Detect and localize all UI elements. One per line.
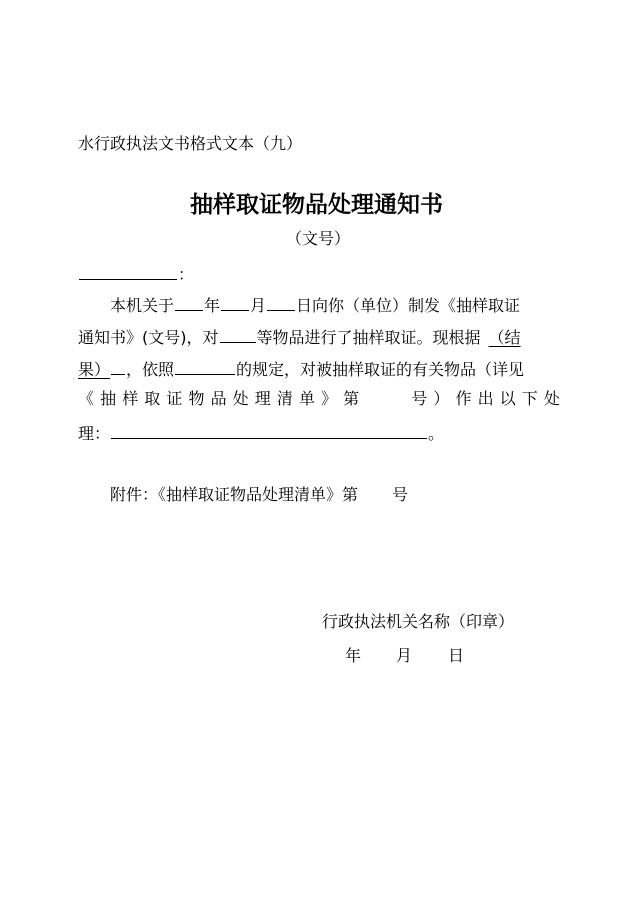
sign-year: 年 (345, 646, 362, 665)
disposal-blank (111, 423, 427, 439)
attachment-line (110, 487, 408, 503)
attachment-suffix: 号 (392, 485, 409, 504)
l4-char: 作 (455, 389, 472, 408)
l4-char: 出 (477, 389, 494, 408)
recipient-colon: ： (178, 265, 195, 284)
items-blank (220, 327, 256, 343)
recipient-blank (79, 264, 177, 280)
body-line-1 (110, 295, 520, 314)
l4-char: 清 (276, 389, 293, 408)
body-l5-a: 理： (78, 424, 111, 443)
l4-char: 处 (543, 389, 560, 408)
l4-char: 下 (521, 389, 538, 408)
regulation-blank (175, 359, 235, 375)
l4-char: 《 (78, 389, 95, 408)
l4-char: 处 (232, 389, 249, 408)
year-blank (175, 295, 203, 311)
body-l3-result: 果） (78, 360, 111, 379)
l4-char: 物 (188, 389, 205, 408)
l4-char: 单 (298, 389, 315, 408)
header-line: 水行政执法文书格式文本（九） (78, 134, 303, 153)
body-l2-a: 通知书》(文号)，对 (78, 328, 219, 347)
body-l3-b: 的规定，对被抽样取证的有关物品（详见 (236, 360, 525, 379)
body-l1-b: 日向你（单位）制发《抽样取证 (296, 296, 521, 315)
agency-seal: 行政执法机关名称（印章） (322, 612, 515, 631)
body-l2-result: （结 (488, 328, 521, 347)
sign-month: 月 (396, 646, 413, 665)
body-line-5 (78, 423, 444, 442)
l4-char: 取 (144, 389, 161, 408)
body-l5-end: 。 (428, 424, 445, 443)
body-l3-a: ，依照 (126, 360, 175, 379)
l4-char: ） (433, 389, 450, 408)
l4-char: 号 (411, 389, 428, 408)
l4-char: 样 (122, 389, 139, 408)
list-number-gap (365, 391, 405, 407)
body-line-4 (78, 391, 560, 407)
body-l1-month: 月 (250, 296, 267, 315)
body-l2-b: 等物品进行了抽样取证。现根据 (256, 328, 481, 347)
doc-number: （文号） (286, 229, 351, 248)
document-title: 抽样取证物品处理通知书 (190, 192, 443, 218)
l4-char: 第 (343, 389, 360, 408)
body-line-3 (78, 359, 524, 378)
l4-char: 理 (254, 389, 271, 408)
attachment-text: 《抽样取证物品处理清单》第 (158, 485, 359, 504)
l4-char: 》 (321, 389, 338, 408)
l4-char: 以 (499, 389, 516, 408)
body-l1-year: 年 (204, 296, 221, 315)
body-l1-a: 本机关于 (110, 296, 175, 315)
month-blank (221, 295, 249, 311)
result-blank (111, 359, 125, 375)
attachment-prefix: 附件： (110, 485, 159, 504)
l4-char: 抽 (100, 389, 117, 408)
l4-char: 品 (210, 389, 227, 408)
body-line-2 (78, 327, 521, 346)
day-blank (267, 295, 295, 311)
recipient-line (78, 264, 194, 283)
sign-day: 日 (448, 646, 465, 665)
l4-char: 证 (166, 389, 183, 408)
